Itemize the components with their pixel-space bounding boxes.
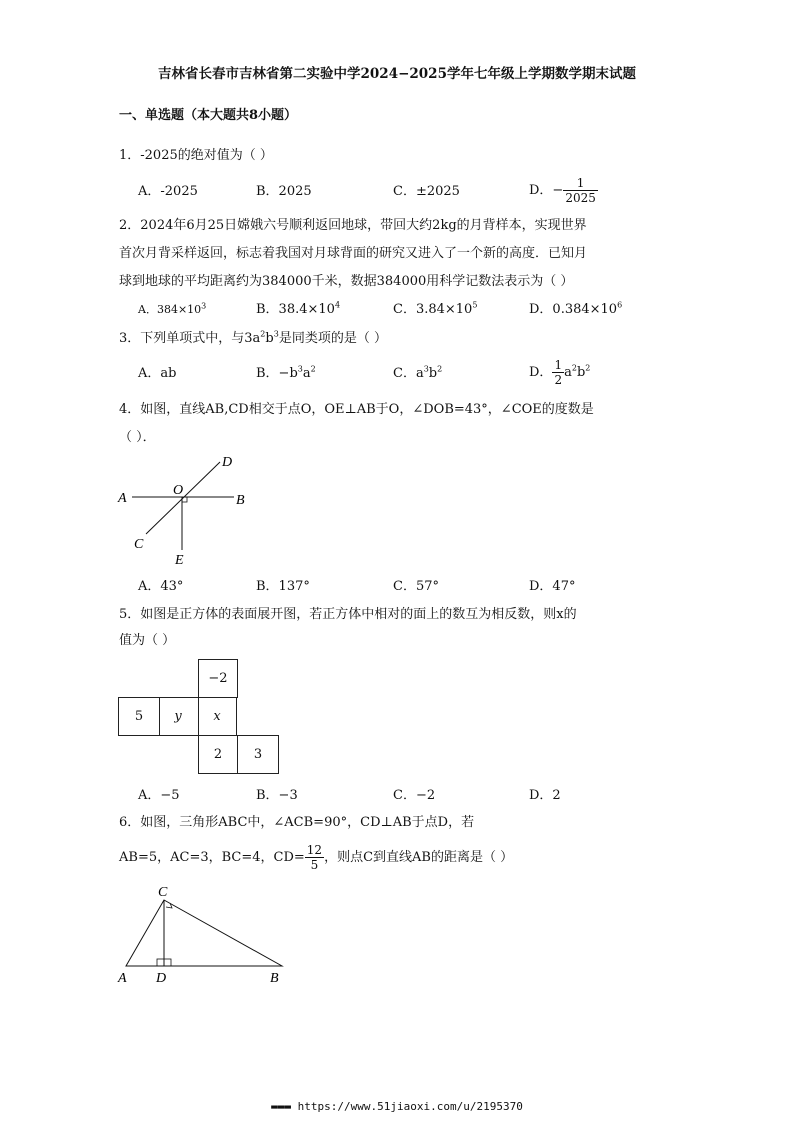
q5-line2: 值为（ ）	[119, 633, 176, 648]
label-a: A	[118, 491, 127, 506]
label-b: B	[236, 493, 245, 508]
q2-a-exp: 3	[201, 301, 207, 311]
q3-option-b[interactable]	[256, 366, 316, 382]
q6-line2	[119, 843, 513, 872]
cube-net	[118, 659, 280, 775]
section-heading: 一、单选题（本大题共8小题）	[119, 108, 298, 123]
q2-option-d[interactable]	[529, 302, 622, 318]
q2-b-exp: 4	[334, 300, 341, 310]
q1-fraction	[563, 176, 598, 205]
q2-c-exp: 5	[472, 300, 478, 310]
q3-c-e1: 3	[423, 364, 429, 374]
line-cd	[146, 462, 220, 534]
q3-frac-den: 2	[554, 373, 563, 387]
q6-frac-num: 12	[306, 843, 323, 857]
q1-option-d-prefix: D．−	[529, 183, 564, 198]
net-cell-r1: 5	[118, 697, 160, 736]
q3-stem-b: b	[265, 331, 274, 346]
q1-option-a[interactable]: A．-2025	[138, 184, 198, 199]
q1-option-c[interactable]: C．±2025	[393, 184, 460, 199]
q2-line2: 首次月背采样返回，标志着我国对月球背面的研究又进入了一个新的高度．已知月	[119, 246, 588, 261]
q2-b-text: B．38.4×10	[256, 302, 335, 317]
q3-option-a[interactable]: A．ab	[138, 366, 177, 381]
q3-stem-a: 3．下列单项式中，与3a	[119, 331, 261, 346]
q1-stem: 1．-2025的绝对值为（ ）	[119, 148, 273, 163]
q3-option-c[interactable]	[393, 366, 442, 382]
q5-option-a[interactable]: A．−5	[138, 788, 180, 803]
net-cell-b1: 2	[198, 735, 238, 774]
label-d: D	[222, 455, 233, 470]
q3-d-e2: 2	[585, 363, 591, 373]
q2-option-a[interactable]	[138, 302, 206, 318]
net-cell-top: −2	[198, 659, 238, 698]
page-title: 吉林省长春市吉林省第二实验中学2024−2025学年七年级上学期数学期末试题	[158, 66, 636, 82]
q2-d-exp: 6	[617, 300, 623, 310]
q4-option-a[interactable]: A．43°	[138, 579, 184, 594]
label-e: E	[175, 553, 184, 568]
q4-option-c[interactable]: C．57°	[393, 579, 439, 594]
q4-figure	[112, 452, 262, 572]
q1-frac-num: 1	[563, 176, 598, 191]
q4-option-b[interactable]: B．137°	[256, 579, 310, 594]
q3-fraction	[552, 358, 564, 387]
q6-frac-den: 5	[310, 858, 319, 872]
q2-line3: 球到地球的平均距离约为384000千米，数据384000用科学记数法表示为（ ）	[119, 274, 574, 289]
q1-frac-den: 2025	[565, 191, 596, 205]
q3-c-1: C．a	[393, 366, 424, 381]
label-b: B	[270, 971, 279, 986]
label-a: A	[118, 971, 127, 986]
q2-option-c[interactable]	[393, 302, 477, 318]
q6-line1: 6．如图，三角形ABC中，∠ACB=90°，CD⊥AB于点D，若	[119, 815, 475, 830]
q3-b-2: a	[302, 366, 311, 381]
q4-line1: 4．如图，直线AB,CD相交于点O，OE⊥AB于O，∠DOB=43°，∠COE的度数是	[119, 402, 594, 417]
q3-c-e2: 2	[437, 364, 443, 374]
q6-line2-a: AB=5，AC=3，BC=4，CD=	[119, 850, 305, 865]
q2-c-text: C．3.84×10	[393, 302, 473, 317]
q3-d-1: a	[564, 365, 572, 380]
q1-option-d[interactable]	[529, 176, 598, 205]
q5-line1: 5．如图是正方体的表面展开图，若正方体中相对的面上的数互为相反数，则x的	[119, 607, 577, 622]
net-cell-r3: x	[198, 697, 237, 736]
q3-d-e1: 2	[571, 363, 577, 373]
net-cell-r2: y	[158, 697, 199, 736]
triangle-abc	[126, 900, 282, 966]
label-o: O	[173, 483, 184, 498]
right-angle-d	[157, 959, 164, 966]
q3-b-e2: 2	[310, 364, 316, 374]
q3-stem-e1: 2	[260, 329, 266, 339]
q3-option-d[interactable]	[529, 358, 590, 387]
q1-option-b[interactable]: B．2025	[256, 184, 312, 199]
q2-option-b[interactable]	[256, 302, 340, 318]
q3-d-2: b	[576, 365, 586, 380]
label-d: D	[156, 971, 167, 986]
q6-figure	[112, 880, 292, 990]
q5-option-d[interactable]: D．2	[529, 788, 561, 803]
right-angle-d2	[164, 959, 171, 966]
page-footer: ▬▬▬ https://www.51jiaoxi.com/u/2195370	[271, 1100, 523, 1113]
q4-option-d[interactable]: D．47°	[529, 579, 576, 594]
q3-b-1: B．−b	[256, 366, 298, 381]
q2-a-text: A．384×10	[138, 303, 202, 316]
q5-option-c[interactable]: C．−2	[393, 788, 436, 803]
q3-b-e1: 3	[297, 364, 303, 374]
q3-c-2: b	[428, 366, 438, 381]
q2-d-text: D．0.384×10	[529, 302, 618, 317]
q3-frac-num: 1	[554, 358, 563, 372]
q3-stem-c: 是同类项的是（ ）	[278, 331, 387, 346]
q3-d-prefix: D．	[529, 365, 553, 380]
q3-stem	[119, 331, 387, 347]
q6-line2-b: ，则点C到直线AB的距离是（ ）	[324, 850, 514, 865]
q3-stem-e2: 3	[273, 329, 279, 339]
net-cell-b2: 3	[237, 735, 279, 774]
label-c: C	[158, 885, 168, 900]
q5-option-b[interactable]: B．−3	[256, 788, 298, 803]
label-c: C	[134, 537, 144, 552]
q6-cd-fraction	[305, 843, 324, 872]
q2-line1: 2．2024年6月25日嫦娥六号顺利返回地球，带回大约2kg的月背样本，实现世界	[119, 218, 587, 233]
q4-line2: （ ）．	[119, 430, 156, 445]
